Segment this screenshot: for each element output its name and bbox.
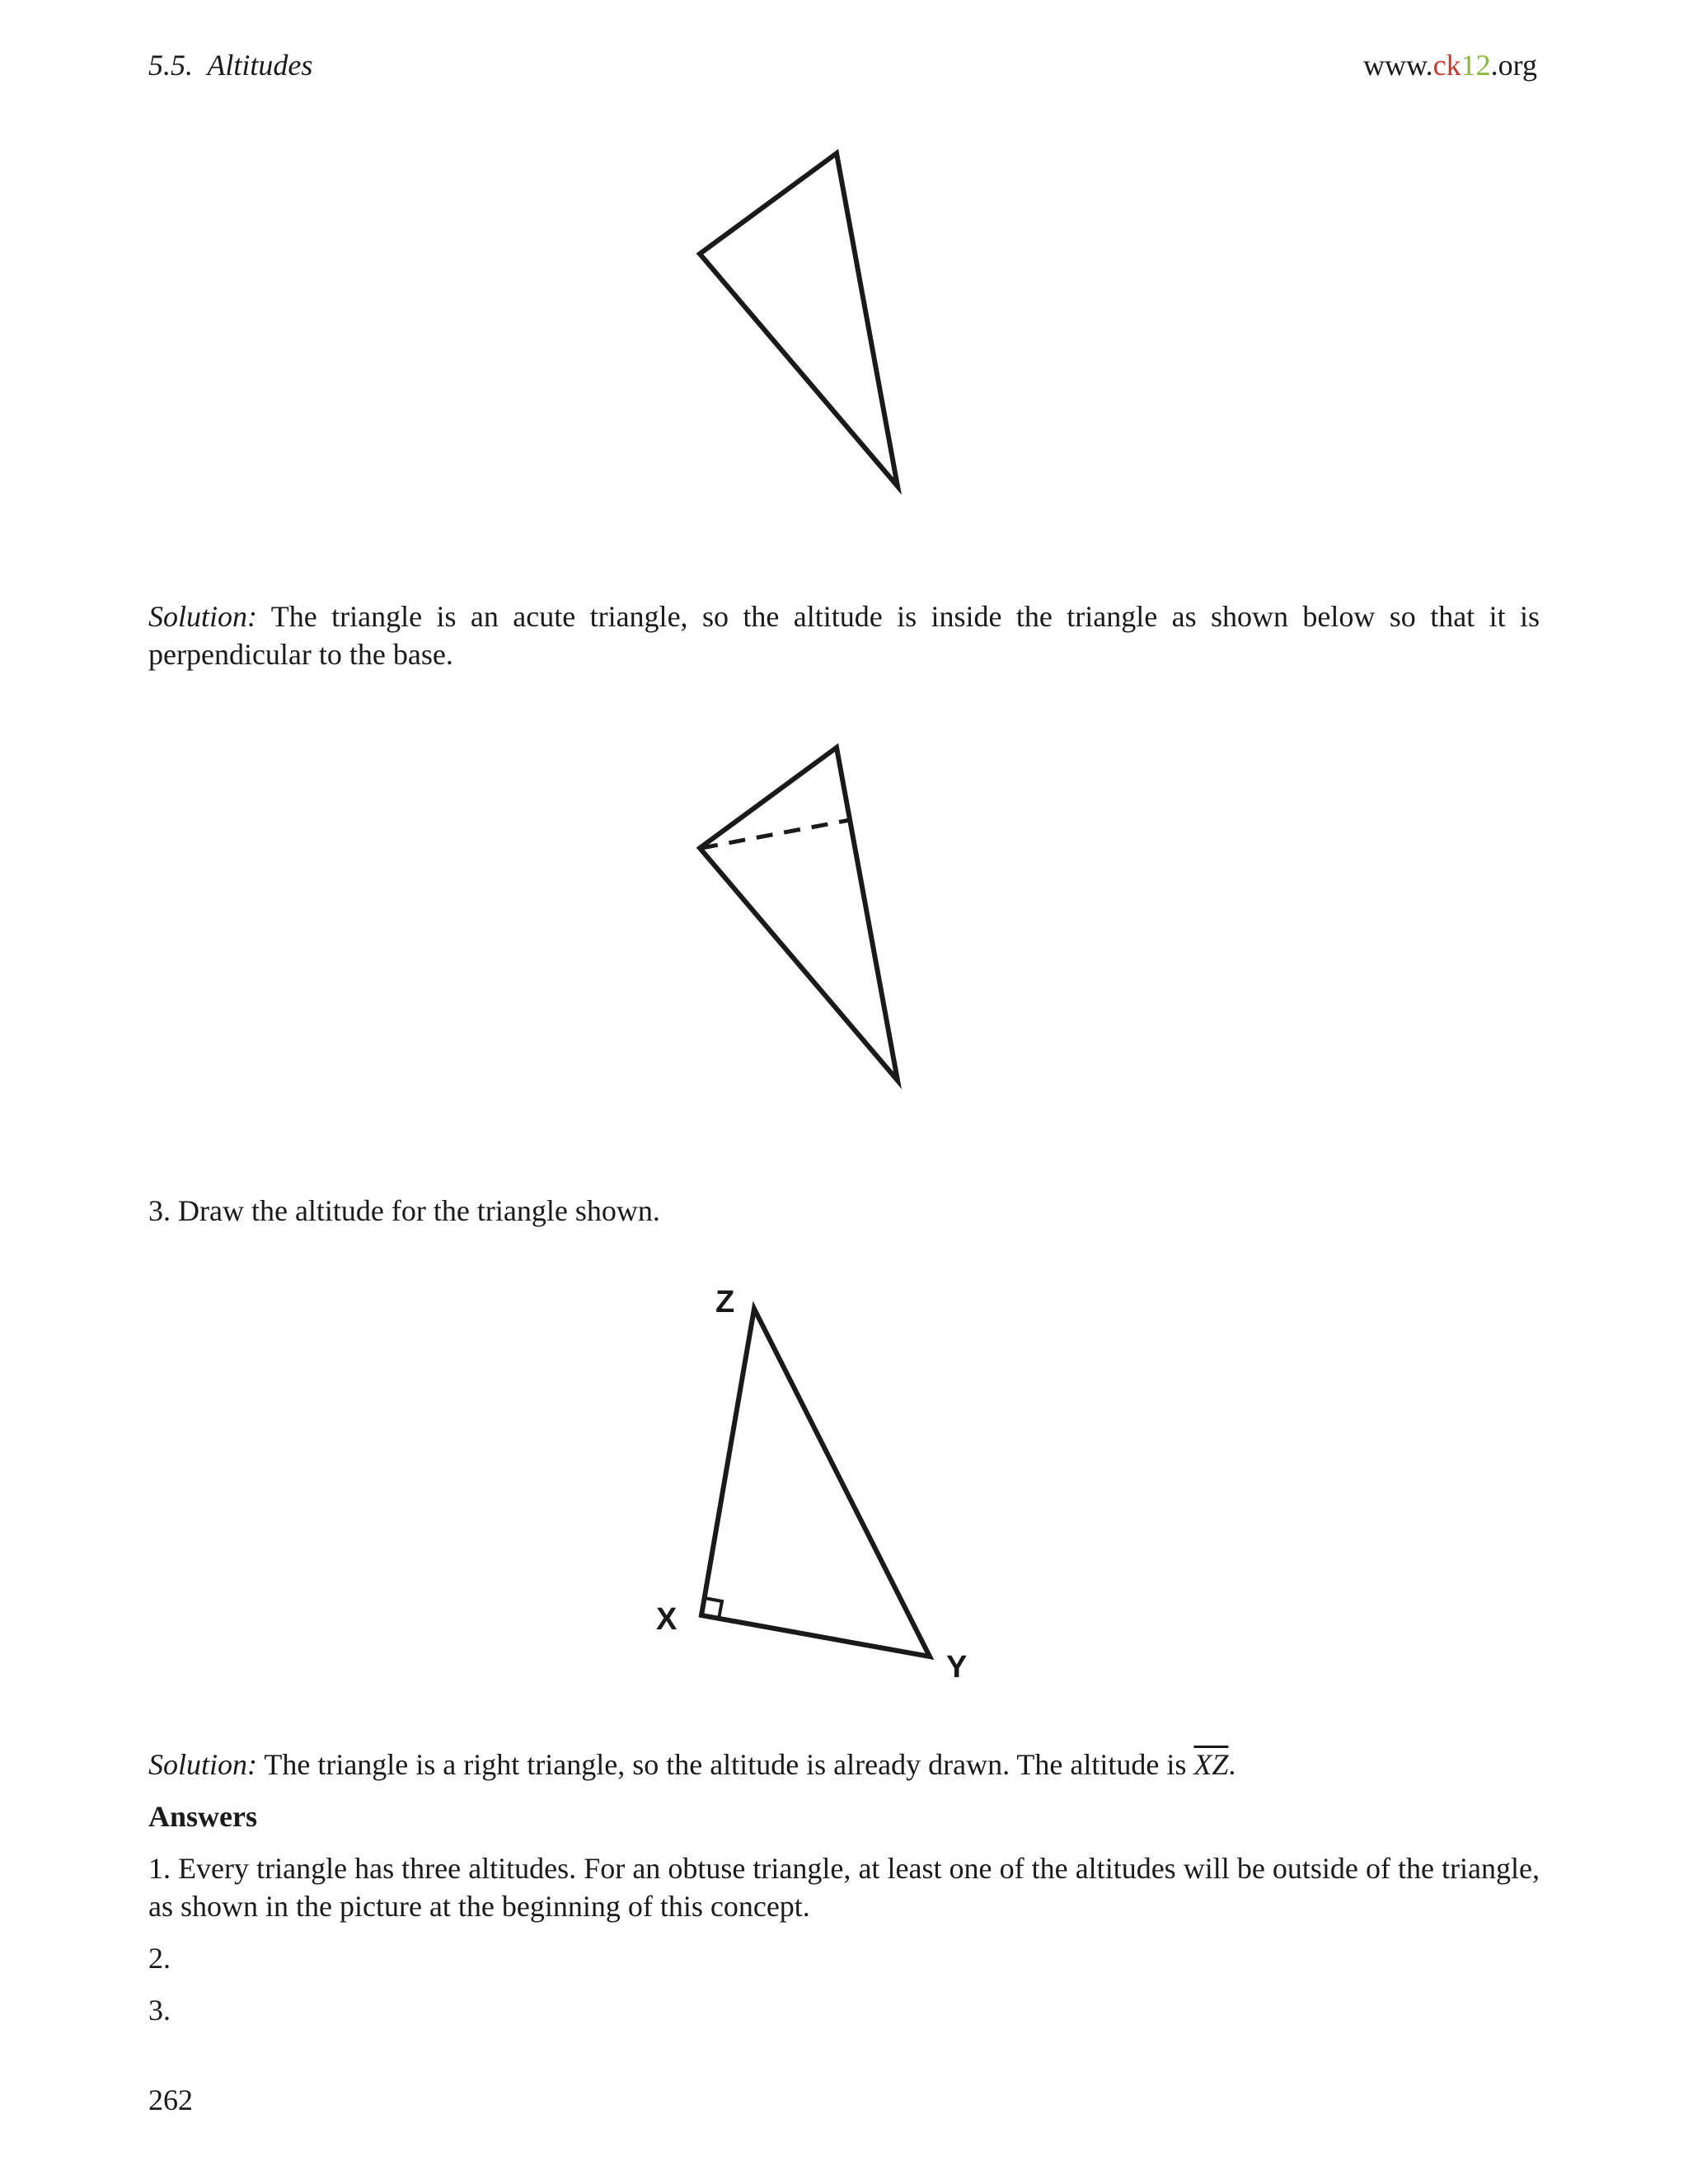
site-12: 12 xyxy=(1461,49,1491,82)
label-x: X xyxy=(656,1602,678,1637)
answer-1: 1. Every triangle has three altitudes. For an obtuse triangle, at least one of the altitudes will be outside of the triangle, as shown in the picture at the beginning of this concept. xyxy=(148,1852,1540,1923)
site-prefix: www. xyxy=(1363,49,1433,82)
solution-2-text: The triangle is an acute triangle, so the altitude is inside the triangle as shown below so that it is perpendicular to the base. xyxy=(148,600,1540,671)
site-suffix: .org xyxy=(1490,49,1537,82)
solution-3-label: Solution: xyxy=(148,1748,257,1781)
label-z: Z xyxy=(715,1285,735,1319)
page-number: 262 xyxy=(148,2083,193,2116)
answer-3: 3. xyxy=(148,1994,171,2027)
segment-xz: $\overline{XZ}$ xyxy=(1193,1748,1229,1781)
solution-3-end: . xyxy=(1228,1748,1236,1781)
label-y: Y xyxy=(946,1650,968,1685)
answers-heading: Answers xyxy=(148,1800,257,1833)
site-ck: ck xyxy=(1432,49,1461,82)
section-number: 5.5. xyxy=(148,49,193,82)
problem-3-text: 3. Draw the altitude for the triangle shown. xyxy=(148,1194,660,1227)
section-title: Altitudes xyxy=(207,49,313,82)
solution-3-text: The triangle is a right triangle, so the altitude is already drawn. The altitude is xyxy=(264,1748,1187,1781)
answer-2: 2. xyxy=(148,1942,171,1975)
solution-2-label: Solution: xyxy=(148,600,257,633)
solution-3-paragraph xyxy=(148,1746,1540,1783)
triangle-xyz xyxy=(701,1309,930,1657)
